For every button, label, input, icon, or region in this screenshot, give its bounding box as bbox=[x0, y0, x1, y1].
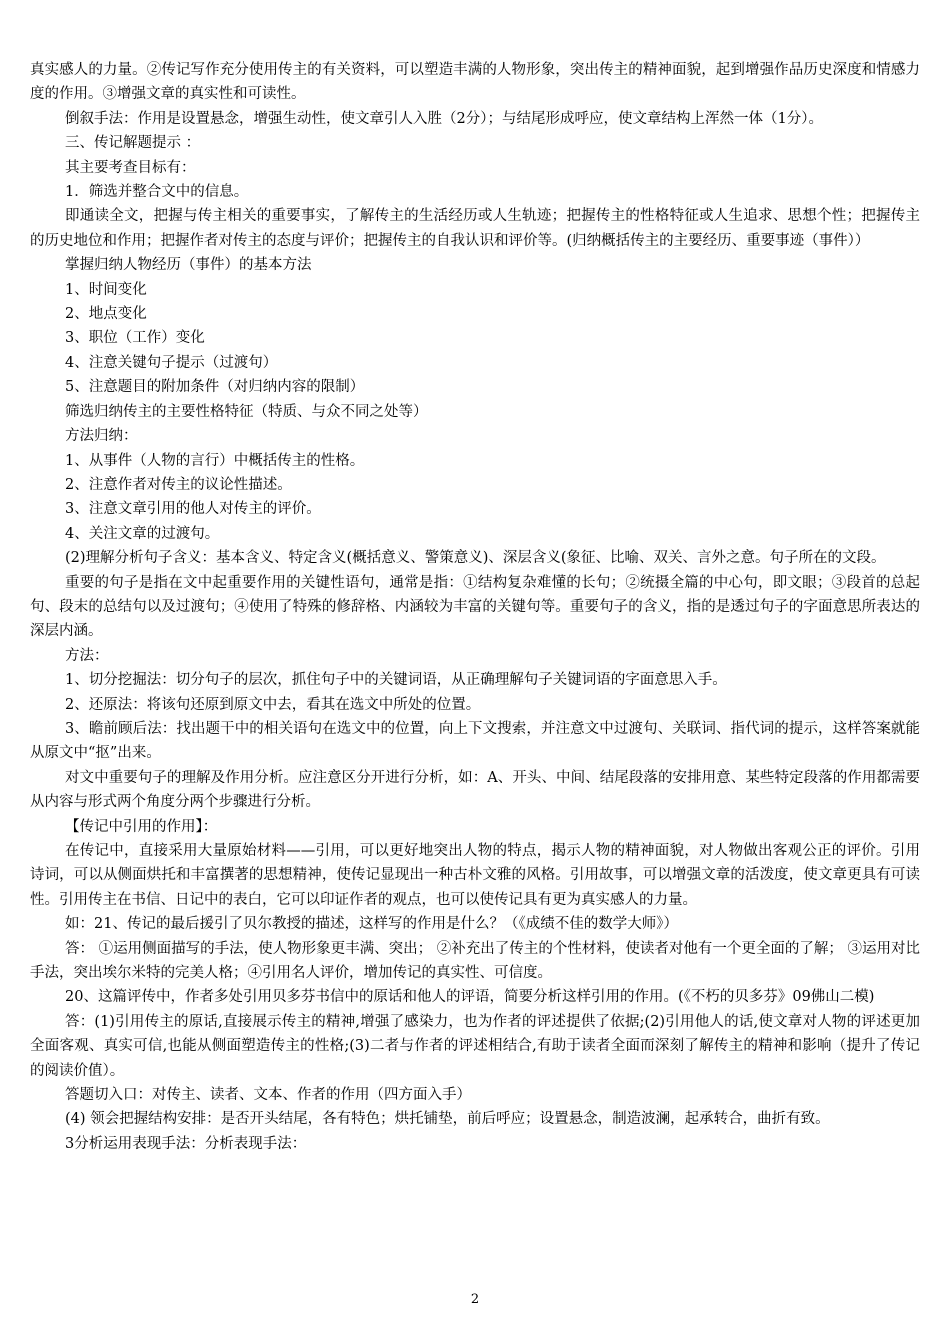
paragraph: 对文中重要句子的理解及作用分析。应注意区分开进行分析，如：A、开头、中间、结尾段落的安排用意、某些特定段落的作用都需要从内容与形式两个角度分两个步骤进行分析。 bbox=[30, 769, 920, 811]
paragraph: 2、注意作者对传主的议论性描述。 bbox=[65, 476, 292, 493]
paragraph: 1．筛选并整合文中的信息。 bbox=[65, 184, 249, 201]
paragraph: 筛选归纳传主的主要性格特征（特质、与众不同之处等） bbox=[65, 403, 428, 420]
paragraph: 在传记中，直接采用大量原始材料——引用，可以更好地突出人物的特点，揭示人物的精神面貌，对人物做出客观公正的评价。引用诗词，可以从侧面烘托和丰富撰著的思想精神，使传记显现出一种古朴文雅的风格。引用故事，可以增强文章的活泼度，使文章更具有可读性。引用传主在书信、日记中的表白，它可以印证作者的观点，也可以使传记具有更为真实感人的力量。 bbox=[30, 843, 920, 908]
paragraph: 即通读全文，把握与传主相关的重要事实，了解传主的生活经历或人生轨迹；把握传主的性格特征或人生追求、思想个性；把握传主的历史地位和作用；把握作者对传主的态度与评价；把握传主的自我认识和评价等。(归纳概括传主的主要经历、重要事迹（事件）） bbox=[30, 208, 920, 249]
paragraph: 1、切分挖掘法：切分句子的层次，抓住句子中的关键词语，从正确理解句子关键词语的字面意思入手。 bbox=[65, 672, 727, 689]
paragraph: 3、职位（工作）变化 bbox=[65, 330, 205, 347]
paragraph: 3、注意文章引用的他人对传主的评价。 bbox=[65, 501, 321, 518]
paragraph: (4) 领会把握结构安排：是否开头结尾，各有特色；烘托铺垫，前后呼应；设置悬念，制造波澜，起承转合，曲折有致。 bbox=[65, 1111, 830, 1128]
paragraph: 1、从事件（人物的言行）中概括传主的性格。 bbox=[65, 452, 365, 469]
paragraph: 4、注意关键句子提示（过渡句） bbox=[65, 354, 278, 371]
paragraph: 掌握归纳人物经历（事件）的基本方法 bbox=[65, 257, 312, 274]
paragraph: 3、瞻前顾后法：找出题干中的相关语句在选文中的位置，向上下文搜索，并注意文中过渡句、关联词、指代词的提示，这样答案就能从原文中“抠”出来。 bbox=[30, 720, 920, 762]
paragraph: 2、还原法：将该句还原到原文中去，看其在选文中所处的位置。 bbox=[65, 696, 481, 713]
paragraph: 真实感人的力量。②传记写作充分使用传主的有关资料，可以塑造丰满的人物形象，突出传主的精神面貌，起到增强作品历史深度和情感力度的作用。③增强文章的真实性和可读性。 bbox=[30, 62, 920, 103]
paragraph: 三、传记解题提示 ： bbox=[65, 135, 201, 152]
paragraph: 如：21、传记的最后援引了贝尔教授的描述，这样写的作用是什么？（《成绩不佳的数学大师》） bbox=[65, 916, 678, 933]
paragraph: 5、注意题目的附加条件（对归纳内容的限制） bbox=[65, 379, 365, 396]
paragraph: 答：(1)引用传主的原话,直接展示传主的精神,增强了感染力，也为作者的评述提供了依据;(2)引用他人的话,使文章对人物的评述更加全面客观、真实可信,也能从侧面塑造传主的性格;(3)二者与作者的评述相结合,有助于读者全面而深刻了解传主的精神和影响（提升了传记的阅读价值）。 bbox=[30, 1013, 920, 1079]
paragraph: 4、关注文章的过渡句。 bbox=[65, 525, 220, 542]
paragraph: 【传记中引用的作用】： bbox=[65, 818, 218, 835]
paragraph: 倒叙手法：作用是设置悬念，增强生动性，使文章引人入胜（2分）；与结尾形成呼应，使文章结构上浑然一体（1分）。 bbox=[65, 110, 823, 127]
paragraph: 2、地点变化 bbox=[65, 306, 147, 323]
paragraph: 方法： bbox=[65, 647, 109, 664]
paragraph: 答： ①运用侧面描写的手法，使人物形象更丰满、突出； ②补充出了传主的个性材料，使读者对他有一个更全面的了解； ③运用对比手法，突出埃尔米特的完美人格；④引用名人评价，增加传记的真实性、可信度。 bbox=[30, 940, 920, 982]
paragraph: 答题切入口：对传主、读者、文本、作者的作用（四方面入手） bbox=[65, 1087, 471, 1104]
document-body bbox=[30, 58, 920, 1156]
paragraph: 重要的句子是指在文中起重要作用的关键性语句，通常是指：①结构复杂难懂的长句；②统摄全篇的中心句，即文眼；③段首的总起句、段末的总结句以及过渡句；④使用了特殊的修辞格、内涵较为丰富的关键句等。重要句子的含义，指的是透过句子的字面意思所表达的深层内涵。 bbox=[30, 574, 920, 640]
paragraph: 其主要考查目标有： bbox=[65, 159, 196, 176]
paragraph: 1、时间变化 bbox=[65, 281, 147, 298]
paragraph: (2)理解分析句子含义：基本含义、特定含义(概括意义、警策意义)、深层含义(象征、比喻、双关、言外之意。句子所在的文段。 bbox=[65, 550, 886, 567]
page-number: 2 bbox=[470, 1292, 480, 1307]
paragraph: 20、这篇评传中，作者多处引用贝多芬书信中的原话和他人的评语，简要分析这样引用的作用。(《不朽的贝多芬》09佛山二模) bbox=[65, 989, 875, 1006]
paragraph: 3分析运用表现手法：分析表现手法： bbox=[65, 1135, 307, 1152]
paragraph: 方法归纳： bbox=[65, 428, 138, 445]
